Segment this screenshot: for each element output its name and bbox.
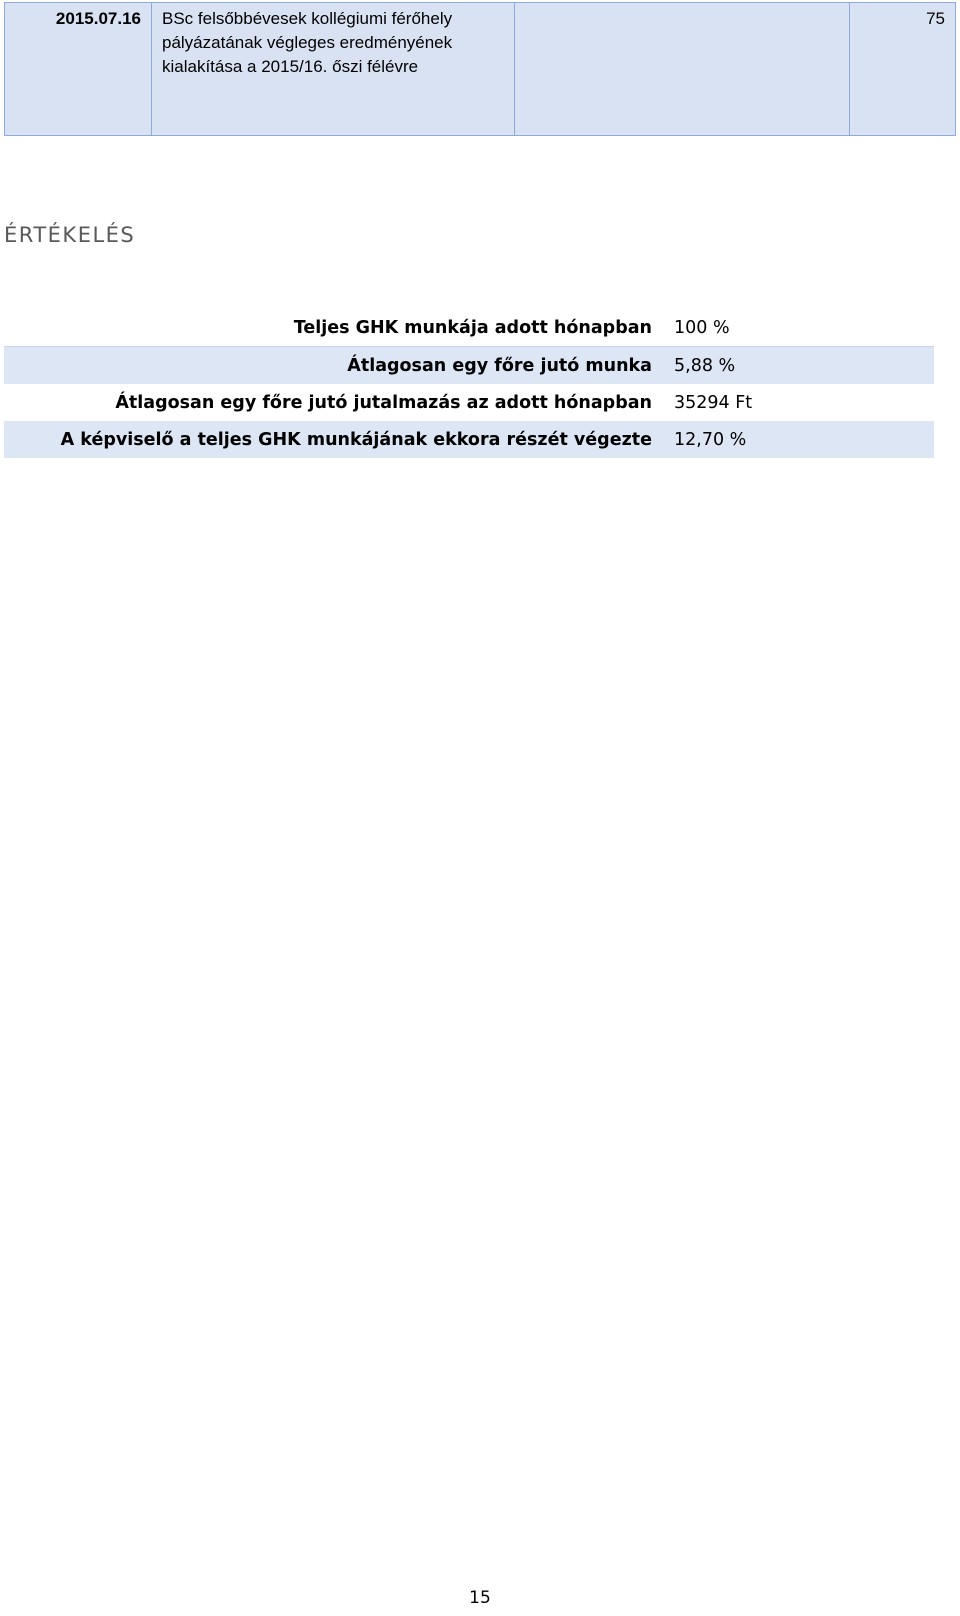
stat-label: A képviselő a teljes GHK munkájának ekkora részét végezte <box>60 429 652 450</box>
stats-table <box>4 310 934 458</box>
stat-label: Teljes GHK munkája adott hónapban <box>293 318 652 338</box>
stat-value: 5,88 % <box>674 355 736 376</box>
date-cell: 2015.07.16 <box>5 3 152 136</box>
stat-label: Átlagosan egy főre jutó munka <box>347 355 652 376</box>
stat-value: 12,70 % <box>674 429 747 450</box>
stat-row-avg-work <box>4 347 934 384</box>
page-number: 15 <box>469 1588 491 1608</box>
table-row <box>5 3 956 136</box>
description-cell: BSc felsőbbévesek kollégiumi férőhely pályázatának végleges eredményének kialakítása a 2015/16. őszi félévre <box>152 3 515 136</box>
stat-row-avg-reward <box>4 384 934 421</box>
stat-value: 100 % <box>674 318 730 338</box>
stat-value: 35294 Ft <box>674 392 753 413</box>
number-cell: 75 <box>850 3 956 136</box>
activity-table <box>4 2 956 136</box>
stat-row-representative-share <box>4 421 934 458</box>
section-heading: ÉRTÉKELÉS <box>4 223 136 247</box>
stat-label: Átlagosan egy főre jutó jutalmazás az adott hónapban <box>115 392 652 413</box>
stat-row-total-work <box>4 310 934 347</box>
empty-cell <box>515 3 850 136</box>
